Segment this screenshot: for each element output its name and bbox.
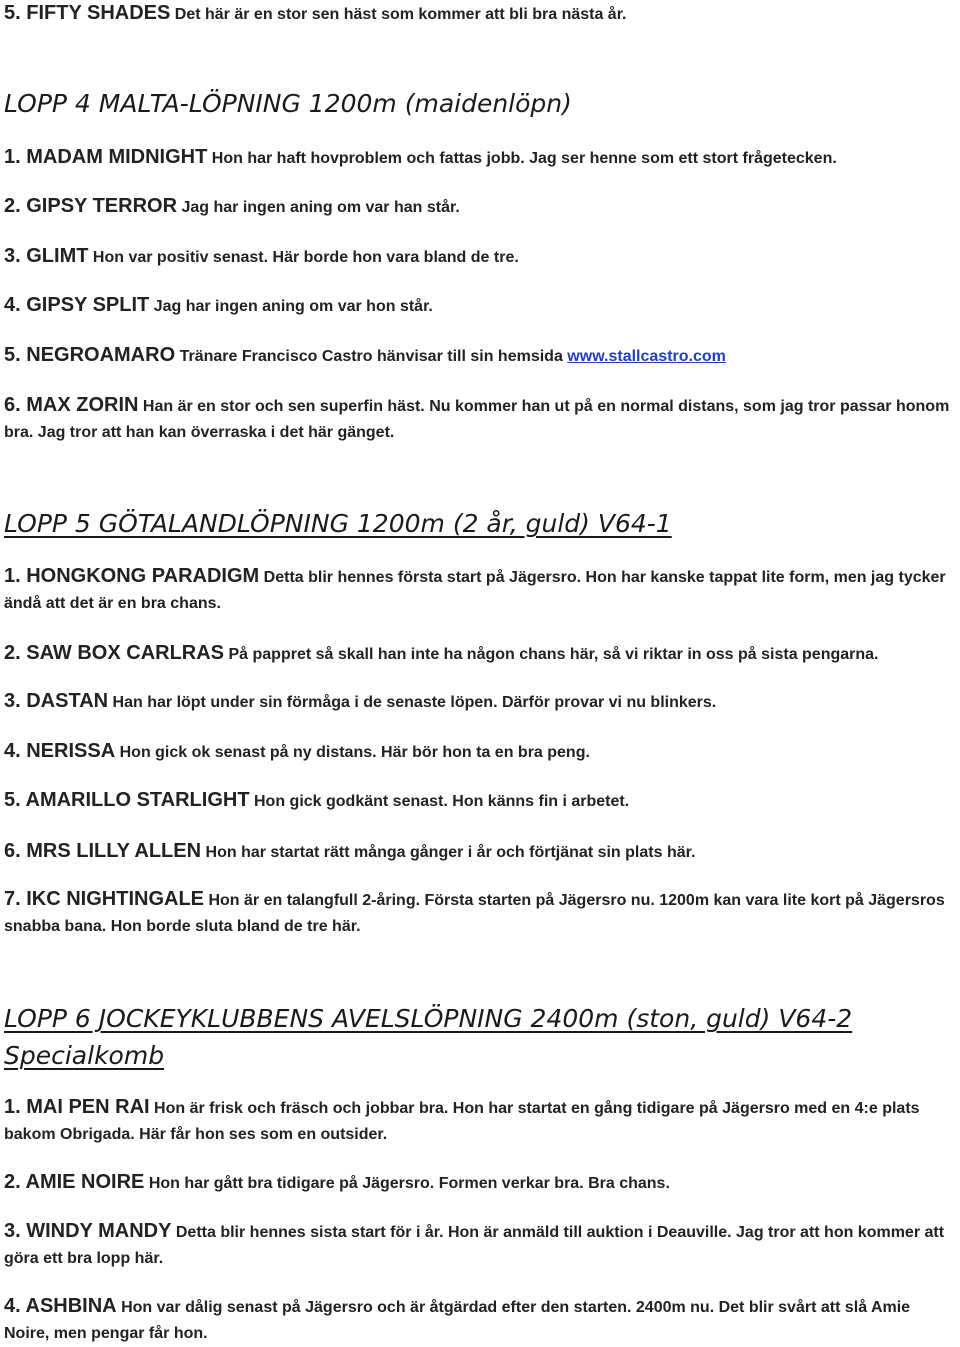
horse-name: 3. WINDY MANDY <box>4 1220 172 1242</box>
horse-name: 4. GIPSY SPLIT <box>4 294 150 316</box>
horse-name: 5. NEGROAMARO <box>4 344 176 366</box>
race4-heading: LOPP 4 MALTA-LÖPNING 1200m (maidenlöpn) <box>4 89 572 118</box>
race4-entry-4 <box>4 292 958 320</box>
horse-name: 7. IKC NIGHTINGALE <box>4 888 205 910</box>
race5-entry-7 <box>4 886 958 940</box>
race6-heading-2 <box>4 1038 958 1074</box>
race6-heading-line2: Specialkomb <box>4 1041 165 1070</box>
race5-entry-6 <box>4 838 958 866</box>
horse-name: 6. MAX ZORIN <box>4 394 139 416</box>
race5-entry-5 <box>4 787 958 815</box>
race5-entry-4 <box>4 738 958 766</box>
race5-entry-1 <box>4 563 958 617</box>
horse-comment: Hon gick ok senast på ny distans. Här bör hon ta en bra peng. <box>119 744 590 761</box>
horse-name: 2. GIPSY TERROR <box>4 195 178 217</box>
horse-comment: Hon är en talangfull 2-åring. Första starten på Jägersro nu. 1200m kan vara lite kort på Jägersros snabba bana. Hon borde sluta bland de tre här. <box>4 892 945 935</box>
race6-entry-4 <box>4 1293 958 1347</box>
stallcastro-link[interactable]: www.stallcastro.com <box>567 348 726 365</box>
horse-comment: Tränare Francisco Castro hänvisar till sin hemsida <box>179 348 563 365</box>
horse-comment: Hon var dålig senast på Jägersro och är åtgärdad efter den starten. 2400m nu. Det blir svårt att slå Amie Noire, men pengar får hon. <box>4 1299 911 1342</box>
race6-heading <box>4 1001 958 1037</box>
race6-heading-line1: LOPP 6 JOCKEYKLUBBENS AVELSLÖPNING 2400m (ston, guld) V64-2 <box>4 1004 853 1033</box>
horse-name: 3. GLIMT <box>4 245 89 267</box>
race4-entry-1 <box>4 144 958 172</box>
horse-comment: Hon har gått bra tidigare på Jägersro. Formen verkar bra. Bra chans. <box>148 1175 670 1192</box>
horse-name: 1. HONGKONG PARADIGM <box>4 565 260 587</box>
horse-comment: Hon har haft hovproblem och fattas jobb. Jag ser henne som ett stort frågetecken. <box>211 150 837 167</box>
horse-comment: På pappret så skall han inte ha någon chans här, så vi riktar in oss på sista pengarna. <box>228 646 879 663</box>
race5-entry-2 <box>4 640 958 668</box>
horse-comment: Hon är frisk och fräsch och jobbar bra. Hon har startat en gång tidigare på Jägersro med en 4:e plats bakom Obrigada. Här får hon ses som en outsider. <box>4 1100 920 1143</box>
horse-name: 5. AMARILLO STARLIGHT <box>4 789 250 811</box>
horse-comment: Hon har startat rätt många gånger i år och förtjänat sin plats här. <box>205 844 696 861</box>
horse-comment: Hon var positiv senast. Här borde hon vara bland de tre. <box>92 249 519 266</box>
entry-fifty-shades <box>4 0 958 28</box>
race4-entry-3 <box>4 243 958 271</box>
horse-name: 4. ASHBINA <box>4 1295 117 1317</box>
horse-comment: Detta blir hennes sista start för i år. Hon är anmäld till auktion i Deauville. Jag tror att hon kommer att göra ett bra lopp här. <box>4 1224 945 1267</box>
horse-name: 6. MRS LILLY ALLEN <box>4 840 202 862</box>
horse-name: 3. DASTAN <box>4 690 109 712</box>
horse-comment: Han har löpt under sin förmåga i de senaste löpen. Därför provar vi nu blinkers. <box>112 694 717 711</box>
race4-entry-5 <box>4 342 958 370</box>
race5-heading <box>4 506 958 542</box>
horse-comment: Jag har ingen aning om var han står. <box>181 199 460 216</box>
race5-heading-text: LOPP 5 GÖTALANDLÖPNING 1200m (2 år, guld) V64-1 <box>4 509 672 538</box>
horse-comment: Detta blir hennes första start på Jägersro. Hon har kanske tappat lite form, men jag tycker ändå att det är en bra chans. <box>4 569 946 612</box>
horse-name: 1. MAI PEN RAI <box>4 1096 150 1118</box>
horse-comment: Jag har ingen aning om var hon står. <box>153 298 433 315</box>
horse-name: 2. AMIE NOIRE <box>4 1171 145 1193</box>
horse-comment: Det här är en stor sen häst som kommer att bli bra nästa år. <box>174 6 627 23</box>
race4-entry-2 <box>4 193 958 221</box>
horse-name: 1. MADAM MIDNIGHT <box>4 146 208 168</box>
race6-entry-1 <box>4 1094 958 1148</box>
race6-entry-2 <box>4 1169 958 1197</box>
horse-comment: Hon gick godkänt senast. Hon känns fin i arbetet. <box>254 793 630 810</box>
horse-name: 4. NERISSA <box>4 740 116 762</box>
horse-name: 5. FIFTY SHADES <box>4 2 171 24</box>
race4-entry-6 <box>4 392 958 446</box>
horse-comment: Han är en stor och sen superfin häst. Nu kommer han ut på en normal distans, som jag tror passar honom bra. Jag tror att han kan överraska i det här gänget. <box>4 398 950 441</box>
race6-entry-3 <box>4 1218 958 1272</box>
race5-entry-3 <box>4 688 958 716</box>
horse-name: 2. SAW BOX CARLRAS <box>4 642 225 664</box>
